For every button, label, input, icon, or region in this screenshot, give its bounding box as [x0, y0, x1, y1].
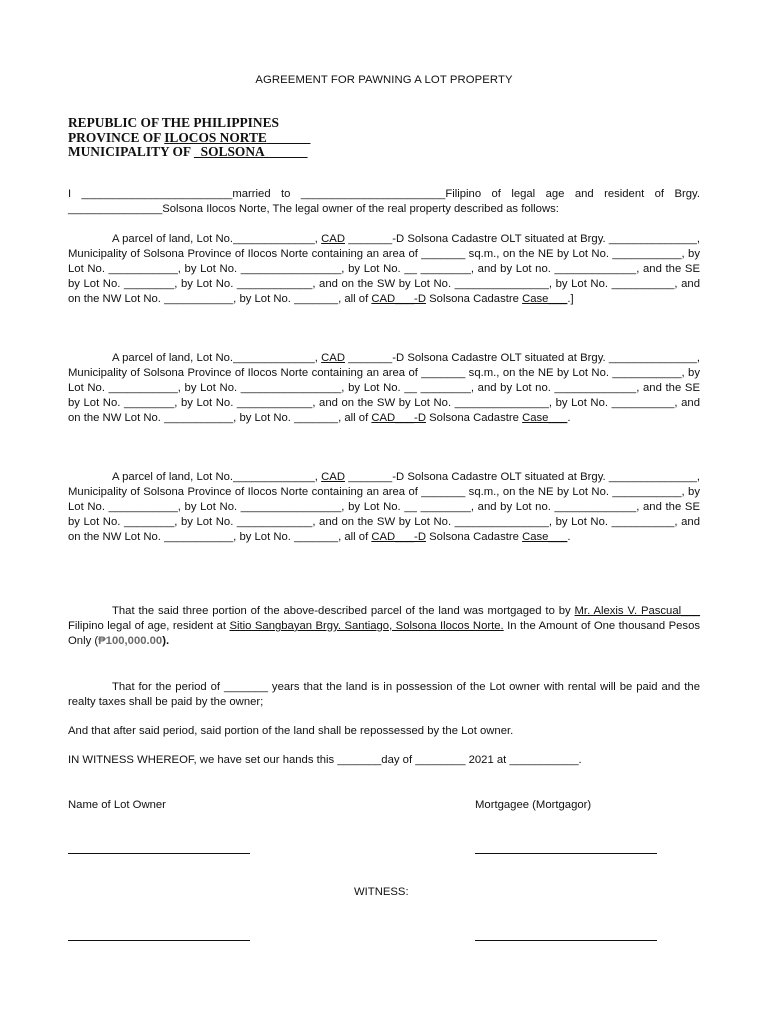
parcel-2-text-b: _______-D Solsona Cadastre OLT situated at Brgy. ______________, Municipality of Solsona Province of Ilocos Norte containing an area of _______ sq.m., on the NE by Lot No. ___________, by Lot No. ___________, by Lot No. ________________, by Lot No. __ ________, and by Lot no. _____________, and the SE by Lot No. ________, by Lot No. ____________, and on the SW by Lot No. _______________, by Lot No. __________, and on the NW Lot No. ___________, by Lot No. _______, all of [68, 352, 700, 424]
lot-owner-signature-line [68, 853, 250, 854]
mortgage-paragraph [68, 604, 700, 649]
parcel-paragraph-3 [68, 470, 700, 545]
witness-label: WITNESS: [354, 886, 409, 898]
parcel-paragraph-2 [68, 351, 700, 426]
parcel-1-text-c: Solsona Cadastre [425, 292, 523, 305]
parcel-1-case: Case___ [522, 292, 568, 305]
lot-owner-label: Name of Lot Owner [68, 799, 166, 811]
parcel-1-text-b: _______-D Solsona Cadastre OLT situated at Brgy. ______________, Municipality of Solsona Province of Ilocos Norte containing an area of _______ sq.m., on the NE by Lot No. ___________, by Lot No. ___________, by Lot No. ________________, by Lot No. __ ________, and by Lot no. _____________, and the SE by Lot No. ________, by Lot No. ____________, and on the SW by Lot No. _______________, by Lot No. __________, and on the NW Lot No. ___________, by Lot No. _______, all of [68, 233, 700, 305]
mortgage-text-c: In the Amount of One thousand Pesos Only ( [68, 619, 701, 647]
period-text: That for the period of _______ years that the land is in possession of the Lot owner with rental will be paid and the realty taxes shall be paid by the owner; [68, 681, 700, 708]
mortgage-text-b: Filipino legal of age, resident at [68, 619, 230, 632]
header-municipality-value: _SOLSONA [193, 144, 264, 159]
mortgagee-signature-line [475, 853, 657, 854]
parcel-1-text-d: .] [567, 292, 574, 305]
parcel-1-cad: CAD [321, 233, 345, 245]
intro-paragraph: I ________________________married to _______________________Filipino of legal age and resident of Brgy. _______________Solsona Ilocos Norte, The legal owner of the real property described as follows: [68, 188, 700, 215]
parcel-2-text-c: Solsona Cadastre [425, 411, 523, 424]
parcel-3-case: Case___ [522, 530, 568, 543]
witness-signature-line-1 [68, 940, 250, 941]
mortgage-text-d: ). [162, 634, 170, 647]
document-title: AGREEMENT FOR PAWNING A LOT PROPERTY [255, 74, 513, 86]
mortgagee-address: Sitio Sangbayan Brgy. Santiago, Solsona Ilocos Norte. [229, 619, 504, 632]
parcel-paragraph-1 [68, 232, 700, 307]
parcel-3-cad-d: CAD___-D [371, 530, 426, 543]
parcel-2-text-a: A parcel of land, Lot No._____________, [112, 352, 322, 364]
mortgagee-label: Mortgagee (Mortgagor) [475, 799, 592, 811]
header-municipality-prefix: MUNICIPALITY OF [68, 144, 194, 159]
parcel-3-text-b: _______-D Solsona Cadastre OLT situated at Brgy. ______________, Municipality of Solsona Province of Ilocos Norte containing an area of _______ sq.m., on the NE by Lot No. ___________, by Lot No. ___________, by Lot No. ________________, by Lot No. __ ________, and by Lot no. _____________, and the SE by Lot No. ________, by Lot No. ____________, and on the SW by Lot No. _______________, by Lot No. __________, and on the NW Lot No. ___________, by Lot No. _______, all of [68, 471, 700, 543]
parcel-3-cad: CAD [321, 471, 345, 483]
mortgage-text-a: That the said three portion of the above-described parcel of the land was mortgaged to by [112, 605, 575, 617]
parcel-1-text-a: A parcel of land, Lot No._____________, [112, 233, 322, 245]
witness-signature-line-2 [475, 940, 657, 941]
parcel-1-cad-d: CAD___-D [371, 292, 426, 305]
parcel-2-cad-d: CAD___-D [371, 411, 426, 424]
parcel-3-text-c: Solsona Cadastre [425, 530, 523, 543]
header-republic: REPUBLIC OF THE PHILIPPINES [68, 115, 279, 130]
header-province-blank: ______ [266, 129, 311, 145]
parcel-2-case: Case___ [522, 411, 568, 424]
parcel-2-text-d: . [567, 411, 571, 424]
header-province-value: ILOCOS NORTE [164, 129, 267, 145]
period-paragraph [68, 680, 700, 710]
header-municipality-blank: ______ [263, 144, 308, 159]
witness-whereof-paragraph: IN WITNESS WHEREOF, we have set our hands this _______day of ________ 2021 at ___________. [68, 754, 582, 766]
mortgage-amount: ₱100,000.00 [98, 634, 163, 647]
parcel-2-cad: CAD [321, 352, 345, 364]
parcel-3-text-a: A parcel of land, Lot No._____________, [112, 471, 322, 483]
parcel-3-text-d: . [567, 530, 571, 543]
header-municipality [68, 145, 700, 160]
mortgagee-name: Mr. Alexis V. Pascual___ [574, 605, 700, 617]
repossess-paragraph: And that after said period, said portion of the land shall be repossessed by the Lot owner. [68, 725, 514, 737]
header-province-prefix: PROVINCE OF [68, 129, 165, 145]
header-province [68, 131, 700, 146]
document-header [68, 116, 700, 160]
